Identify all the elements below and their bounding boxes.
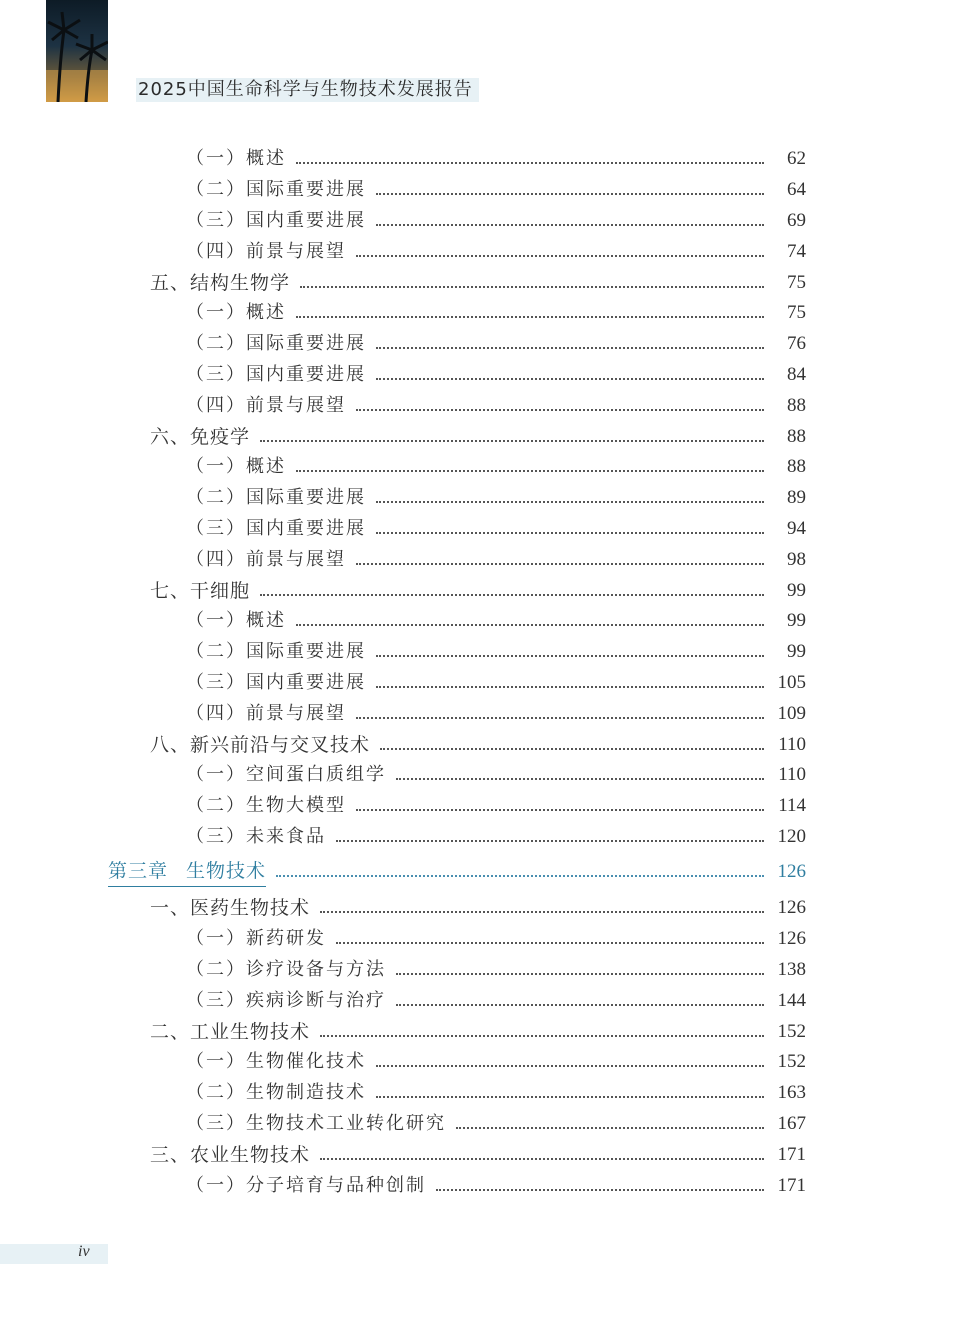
toc-subsection[interactable] (186, 515, 806, 543)
toc-subsection[interactable] (186, 1048, 806, 1076)
toc-page-number: 126 (777, 928, 806, 949)
dot-leader (300, 286, 764, 288)
toc-label: （四）前景与展望 (186, 549, 346, 570)
toc-page-number: 75 (787, 302, 806, 323)
toc-label: （三）国内重要进展 (186, 672, 366, 693)
toc-subsection[interactable] (186, 207, 806, 235)
toc-page-number: 62 (787, 148, 806, 169)
dot-leader (356, 563, 764, 565)
dot-leader (260, 594, 764, 596)
toc-label: （一）概述 (186, 456, 286, 477)
toc-subsection[interactable] (186, 330, 806, 358)
toc-subsection[interactable] (186, 145, 806, 173)
toc-subsection[interactable] (186, 956, 806, 984)
toc-label: （二）生物大模型 (186, 795, 346, 816)
toc-page-number: 98 (787, 549, 806, 570)
footer-tab (0, 1244, 108, 1264)
toc-subsection[interactable] (186, 700, 806, 728)
toc-label (108, 857, 266, 887)
toc-page-number: 110 (778, 734, 806, 755)
toc-subsection[interactable] (186, 638, 806, 666)
toc-label: （一）新药研发 (186, 928, 326, 949)
toc-subsection[interactable] (186, 792, 806, 820)
toc-page-number: 167 (777, 1113, 806, 1134)
dot-leader (376, 655, 764, 657)
toc-page-number: 99 (787, 580, 806, 601)
dot-leader (260, 440, 764, 442)
dot-leader (436, 1189, 764, 1191)
dot-leader (376, 193, 764, 195)
cover-thumbnail-image (46, 0, 108, 102)
dot-leader (376, 501, 764, 503)
toc-label: （二）诊疗设备与方法 (186, 959, 386, 980)
toc-section[interactable] (150, 1018, 806, 1046)
dot-leader (356, 409, 764, 411)
toc-page-number: 94 (787, 518, 806, 539)
dot-leader (376, 224, 764, 226)
toc-label: （一）概述 (186, 148, 286, 169)
toc-label: 二、工业生物技术 (150, 1021, 311, 1043)
toc-label: （二）国际重要进展 (186, 333, 366, 354)
toc-page-number: 152 (777, 1051, 806, 1072)
toc-label: （四）前景与展望 (186, 395, 346, 416)
toc-page-number: 105 (777, 672, 806, 693)
toc-subsection[interactable] (186, 761, 806, 789)
dot-leader (376, 532, 764, 534)
page-number: iv (78, 1243, 90, 1260)
toc-page-number: 144 (777, 990, 806, 1011)
toc-page-number: 138 (777, 959, 806, 980)
toc-subsection[interactable] (186, 823, 806, 851)
toc-label: （一）分子培育与品种创制 (186, 1175, 426, 1196)
toc-page-number: 88 (787, 395, 806, 416)
toc-label: （四）前景与展望 (186, 241, 346, 262)
toc-subsection[interactable] (186, 238, 806, 266)
toc-subsection[interactable] (186, 299, 806, 327)
toc-section[interactable] (150, 269, 806, 297)
toc-page-number: 76 (787, 333, 806, 354)
dot-leader (336, 840, 764, 842)
dot-leader (320, 1035, 764, 1037)
toc-section[interactable] (150, 894, 806, 922)
dot-leader (396, 973, 764, 975)
dot-leader (320, 1158, 764, 1160)
toc-page-number: 69 (787, 210, 806, 231)
dot-leader (296, 162, 764, 164)
toc-chapter[interactable] (108, 858, 806, 886)
toc-page-number: 99 (787, 641, 806, 662)
toc-label: 一、医药生物技术 (150, 897, 311, 919)
toc-label: （二）国际重要进展 (186, 179, 366, 200)
dot-leader (380, 748, 764, 750)
toc-subsection[interactable] (186, 392, 806, 420)
toc-label: （三）国内重要进展 (186, 210, 366, 231)
toc-page-number: 126 (777, 897, 806, 918)
toc-subsection[interactable] (186, 987, 806, 1015)
dot-leader (456, 1127, 764, 1129)
toc-page-number: 88 (787, 456, 806, 477)
dot-leader (356, 809, 764, 811)
dot-leader (356, 717, 764, 719)
toc-page-number: 110 (778, 764, 806, 785)
toc-page-number: 120 (777, 826, 806, 847)
chapter-number: 第三章 (108, 860, 169, 882)
dot-leader (296, 316, 764, 318)
toc-subsection[interactable] (186, 1172, 806, 1200)
toc-page-number: 75 (787, 272, 806, 293)
dot-leader (396, 778, 764, 780)
toc-subsection[interactable] (186, 176, 806, 204)
dot-leader (376, 1065, 764, 1067)
dot-leader (376, 347, 764, 349)
toc-label: （三）未来食品 (186, 826, 326, 847)
toc-page-number: 88 (787, 426, 806, 447)
toc-label: （三）疾病诊断与治疗 (186, 990, 386, 1011)
toc-label: （三）国内重要进展 (186, 364, 366, 385)
toc-page-number: 74 (787, 241, 806, 262)
dot-leader (336, 942, 764, 944)
toc-section[interactable] (150, 1141, 806, 1169)
toc-label: （二）生物制造技术 (186, 1082, 366, 1103)
toc-subsection[interactable] (186, 453, 806, 481)
dot-leader (396, 1004, 764, 1006)
toc-subsection[interactable] (186, 361, 806, 389)
toc-label: 五、结构生物学 (150, 272, 291, 294)
dot-leader (376, 686, 764, 688)
toc-page-number: 114 (778, 795, 806, 816)
toc-label: （三）生物技术工业转化研究 (186, 1113, 446, 1134)
dot-leader (320, 911, 764, 913)
dot-leader (276, 875, 764, 877)
toc-label: （一）概述 (186, 610, 286, 631)
toc-subsection[interactable] (186, 1079, 806, 1107)
toc-label: （一）生物催化技术 (186, 1051, 366, 1072)
dot-leader (376, 378, 764, 380)
toc-page-number: 171 (777, 1144, 806, 1165)
toc-subsection[interactable] (186, 1110, 806, 1138)
toc-page-number: 89 (787, 487, 806, 508)
toc-label: （二）国际重要进展 (186, 487, 366, 508)
toc-page-number: 152 (777, 1021, 806, 1042)
toc-subsection[interactable] (186, 669, 806, 697)
dot-leader (296, 624, 764, 626)
toc-label: 六、免疫学 (150, 426, 251, 448)
toc-label: （二）国际重要进展 (186, 641, 366, 662)
toc-subsection[interactable] (186, 484, 806, 512)
toc-section[interactable] (150, 423, 806, 451)
toc-page-number: 126 (777, 861, 806, 882)
toc-section[interactable] (150, 731, 806, 759)
dot-leader (376, 1096, 764, 1098)
toc-label: （三）国内重要进展 (186, 518, 366, 539)
toc-page-number: 163 (777, 1082, 806, 1103)
toc-subsection[interactable] (186, 546, 806, 574)
toc-label: 八、新兴前沿与交叉技术 (150, 734, 371, 756)
toc-label: 三、农业生物技术 (150, 1144, 311, 1166)
toc-label: （一）概述 (186, 302, 286, 323)
dot-leader (356, 255, 764, 257)
toc-page-number: 171 (777, 1175, 806, 1196)
toc-label: （四）前景与展望 (186, 703, 346, 724)
toc-page-number: 64 (787, 179, 806, 200)
toc-section[interactable] (150, 577, 806, 605)
dot-leader (296, 470, 764, 472)
toc-subsection[interactable] (186, 925, 806, 953)
toc-label: （一）空间蛋白质组学 (186, 764, 386, 785)
toc-subsection[interactable] (186, 607, 806, 635)
toc-label: 七、干细胞 (150, 580, 251, 602)
toc-page-number: 109 (777, 703, 806, 724)
book-title: 2025中国生命科学与生物技术发展报告 (136, 78, 479, 102)
toc-page-number: 99 (787, 610, 806, 631)
toc-page-number: 84 (787, 364, 806, 385)
chapter-title: 生物技术 (186, 860, 267, 882)
